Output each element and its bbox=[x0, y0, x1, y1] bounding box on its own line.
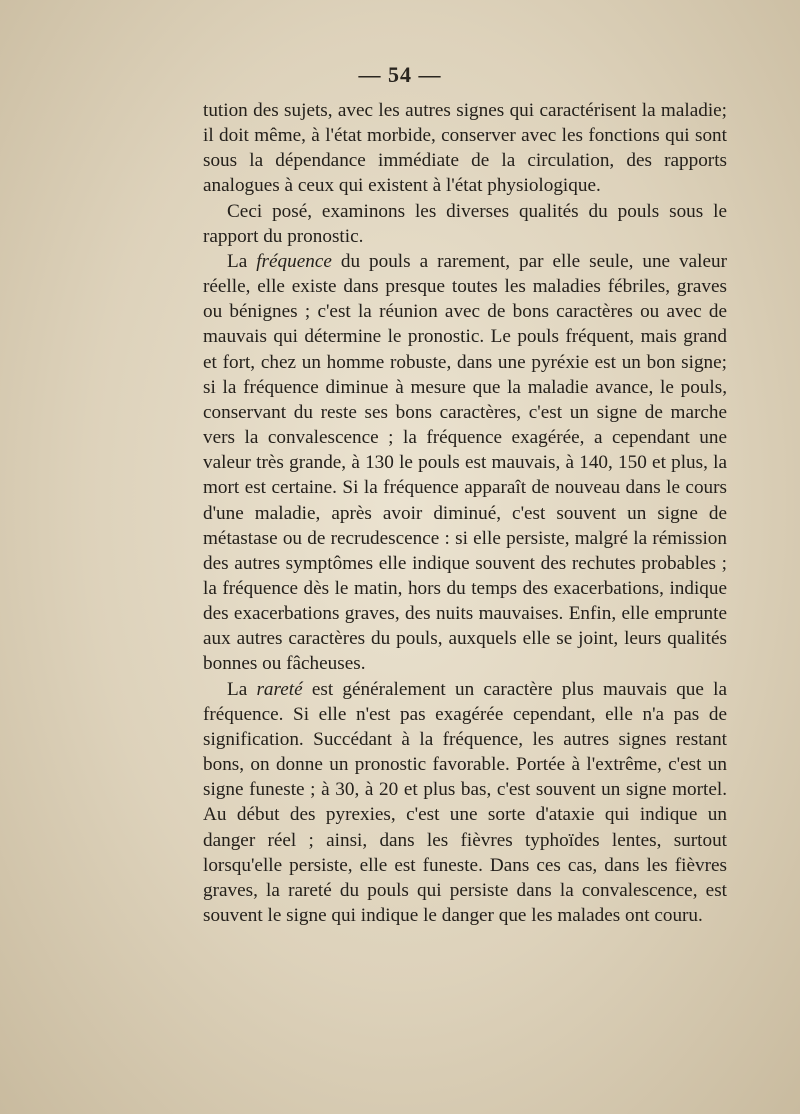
body-text bbox=[203, 98, 727, 928]
paragraph-4-intro: La bbox=[227, 678, 257, 700]
paragraph-3-text: du pouls a rarement, par elle seule, une valeur réelle, elle existe dans presque toutes les maladies fébriles, graves ou bénignes ; c'est la réunion avec de bons caractères ou avec de mauvais qui détermine le pronostic. Le pouls fréquent, mais grand et fort, chez un homme robuste, dans une pyréxie est un bon signe; si la fréquence diminue à mesure que la maladie avance, le pouls, conservant du reste ses bons caractères, c'est un signe de marche vers la convalescence ; la fréquence exagérée, a cependant une valeur très grande, à 130 le pouls est mauvais, à 140, 150 et plus, la mort est certaine. Si la fréquence apparaît de nouveau dans le cours d'une maladie, après avoir diminué, c'est souvent un signe de métastase ou de recrudescence : si elle persiste, malgré la rémission des autres symptômes elle indique souvent des rechutes probables ; la fréquence dès le matin, hors du temps des exacerbations, indique des exacerbations graves, des nuits mauvaises. Enfin, elle emprunte aux autres caractères du pouls, auxquels elle se joint, leurs qualités bonnes ou fâcheuses. bbox=[203, 250, 727, 675]
paragraph-4 bbox=[203, 677, 727, 929]
paragraph-3-intro: La bbox=[227, 250, 257, 272]
term-rarete: rareté bbox=[256, 678, 303, 700]
paragraph-3 bbox=[203, 249, 727, 677]
page-number: — 54 — bbox=[358, 62, 442, 87]
paragraph-1: tution des sujets, avec les autres signes qui caractérisent la maladie; il doit même, à l'état morbide, conserver avec les fonctions qui sont sous la dépendance immédiate de la circulation, des rapports analogues à ceux qui existent à l'état physiologique. bbox=[203, 100, 727, 197]
paragraph-2: Ceci posé, examinons les diverses qualités du pouls sous le rapport du pronostic. bbox=[203, 200, 727, 247]
paragraph-4-text: est généralement un caractère plus mauvais que la fréquence. Si elle n'est pas exagérée cependant, elle n'a pas de signification. Succédant à la fréquence, les autres signes restant bons, on donne un pronostic favorable. Portée à l'extrême, c'est un signe funeste ; à 30, à 20 et plus bas, c'est souvent un signe mortel. Au début des pyrexies, c'est une sorte d'ataxie qui indique un danger réel ; ainsi, dans les fièvres typhoïdes lentes, surtout lorsqu'elle persiste, elle est funeste. Dans ces cas, dans les fièvres graves, la rareté du pouls qui persiste dans la convalescence, est souvent le signe qui indique le danger que les malades ont couru. bbox=[203, 678, 727, 926]
term-frequence: fréquence bbox=[256, 250, 332, 272]
